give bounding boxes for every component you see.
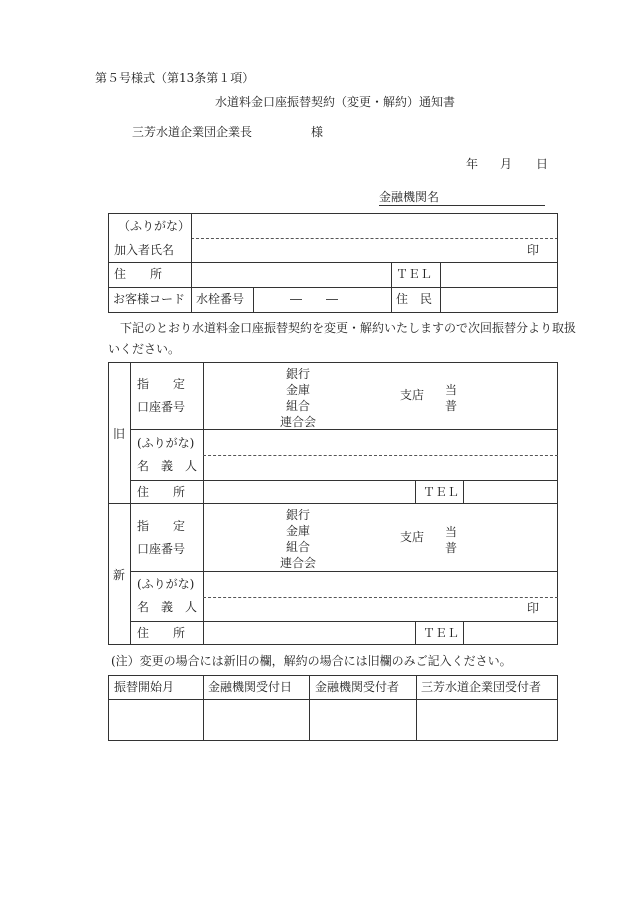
- header-institution-receiver: 金融機関受付者: [315, 680, 400, 694]
- residence-label: 住 民: [396, 292, 433, 306]
- subscriber-name-label: 加入者氏名: [114, 243, 175, 257]
- notice-line-2: いください。: [108, 342, 181, 356]
- old-branch-label: 支店: [400, 388, 425, 402]
- institution-name-label: 金融機関名: [379, 190, 440, 204]
- new-account-kinds: 当 普: [444, 525, 457, 555]
- institution-name-underline: [379, 205, 545, 206]
- old-account-kinds: 当 普: [444, 383, 457, 413]
- form-number: 第５号様式（第13条第１項）: [95, 71, 255, 85]
- old-holder-label: 名 義 人: [137, 459, 198, 473]
- customer-code-label: お客様コード: [113, 292, 186, 306]
- furigana-label: （ふりがな）: [118, 219, 191, 233]
- date-year: 年: [466, 157, 479, 171]
- old-institution-types: 銀行 金庫 組合 連合会: [279, 367, 316, 429]
- old-account-number-label: 口座番号: [137, 400, 186, 414]
- form-title: 水道料金口座振替契約（変更・解約）通知書: [215, 95, 456, 109]
- new-tel-label: ＴＥＬ: [423, 626, 460, 640]
- tel-label: ＴＥＬ: [396, 267, 433, 281]
- new-branch-label: 支店: [400, 530, 425, 544]
- new-holder-label: 名 義 人: [137, 600, 198, 614]
- old-tel-label: ＴＥＬ: [423, 485, 460, 499]
- addressee: 三芳水道企業団企業長: [132, 125, 253, 139]
- date-day: 日: [536, 157, 549, 171]
- new-furigana-label: (ふりがな): [137, 577, 195, 591]
- address-label: 住 所: [114, 267, 163, 281]
- hydrant-number-label: 水栓番号: [196, 292, 245, 306]
- old-designated-label: 指 定: [137, 377, 186, 391]
- seal-mark: 印: [527, 243, 540, 257]
- date-month: 月: [500, 157, 513, 171]
- new-account-number-label: 口座番号: [137, 542, 186, 556]
- notice-line-1: 下記のとおり水道料金口座振替契約を変更・解約いたしますので次回振替分より取扱: [120, 321, 577, 335]
- new-seal-mark: 印: [527, 601, 540, 615]
- note-text: (注）変更の場合には新旧の欄，解約の場合には旧欄のみご記入ください。: [111, 654, 512, 668]
- old-address-label: 住 所: [137, 485, 186, 499]
- header-transfer-start-month: 振替開始月: [114, 680, 175, 694]
- honorific: 様: [311, 125, 324, 139]
- new-designated-label: 指 定: [137, 519, 186, 533]
- old-furigana-label: (ふりがな): [137, 436, 195, 450]
- header-utility-receiver: 三芳水道企業団受付者: [421, 680, 542, 694]
- old-section-label: 旧: [113, 427, 126, 441]
- header-institution-receipt-date: 金融機関受付日: [208, 680, 293, 694]
- new-institution-types: 銀行 金庫 組合 連合会: [279, 508, 316, 570]
- new-address-label: 住 所: [137, 626, 186, 640]
- new-section-label: 新: [113, 568, 126, 582]
- hydrant-dashes: ― ―: [290, 292, 339, 306]
